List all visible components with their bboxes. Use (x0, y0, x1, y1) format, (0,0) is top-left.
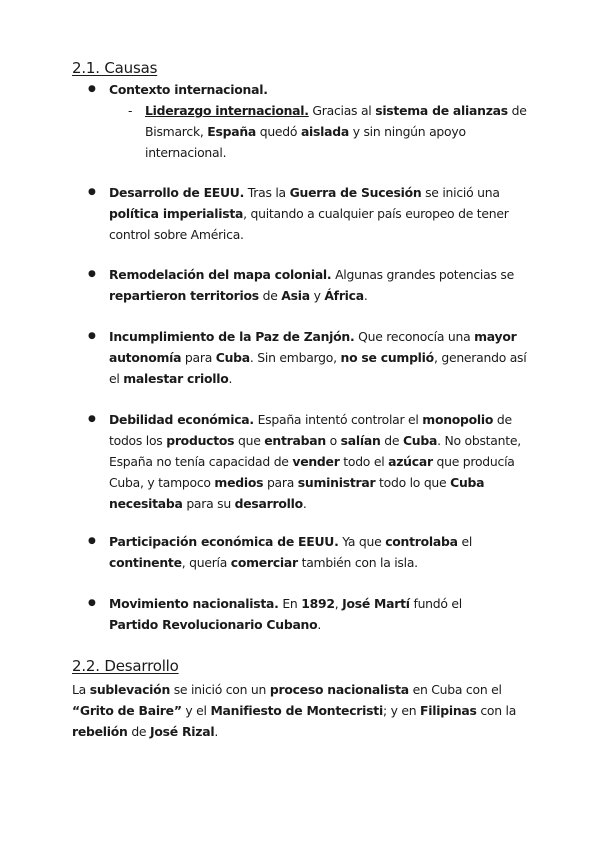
bullet-icon: ● (88, 414, 96, 424)
bullet-icon: ● (88, 331, 96, 341)
list-item-contexto: Contexto internacional. (109, 82, 268, 97)
bullet-icon: ● (88, 536, 96, 546)
bullet-icon: ● (88, 269, 96, 279)
list-item-participacion: Participación económica de EEUU. Ya que controlaba el continente, quería comerciar también con la isla. (109, 534, 473, 570)
dash-marker: - (128, 103, 133, 118)
bullet-icon: ● (88, 598, 96, 608)
list-item-desarrollo-eeuu: Desarrollo de EEUU. Tras la Guerra de Sucesión se inició una política imperialista, quitando a cualquier país europeo de tener control sobre América. (109, 185, 509, 242)
list-item-movimiento: Movimiento nacionalista. En 1892, José Martí fundó el Partido Revolucionario Cubano. (109, 596, 462, 632)
list-item-debilidad: Debilidad económica. España intentó controlar el monopolio de todos los productos que entraban o salían de Cuba. No obstante, España no tenía capacidad de vender todo el azúcar que producía Cuba, y tampoco medios para suministrar todo lo que Cuba necesitaba para su desarrollo. (109, 412, 521, 511)
paragraph-desarrollo: La sublevación se inició con un proceso nacionalista en Cuba con el “Grito de Baire” y el Manifiesto de Montecristi; y en Filipinas con la rebelión de José Rizal. (72, 682, 517, 739)
section-title-desarrollo: 2.2. Desarrollo (72, 657, 179, 675)
bullet-icon: ● (88, 84, 96, 94)
list-item-remodelacion: Remodelación del mapa colonial. Algunas grandes potencias se repartieron territorios de Asia y África. (109, 267, 514, 303)
sub-list-item-liderazgo: Liderazgo internacional. Gracias al sistema de alianzas de Bismarck, España quedó aislada y sin ningún apoyo internacional. (145, 103, 527, 160)
bullet-icon: ● (88, 187, 96, 197)
list-item-zanjon: Incumplimiento de la Paz de Zanjón. Que reconocía una mayor autonomía para Cuba. Sin embargo, no se cumplió, generando así el malestar criollo. (109, 329, 527, 386)
section-title-causas: 2.1. Causas (72, 59, 158, 77)
